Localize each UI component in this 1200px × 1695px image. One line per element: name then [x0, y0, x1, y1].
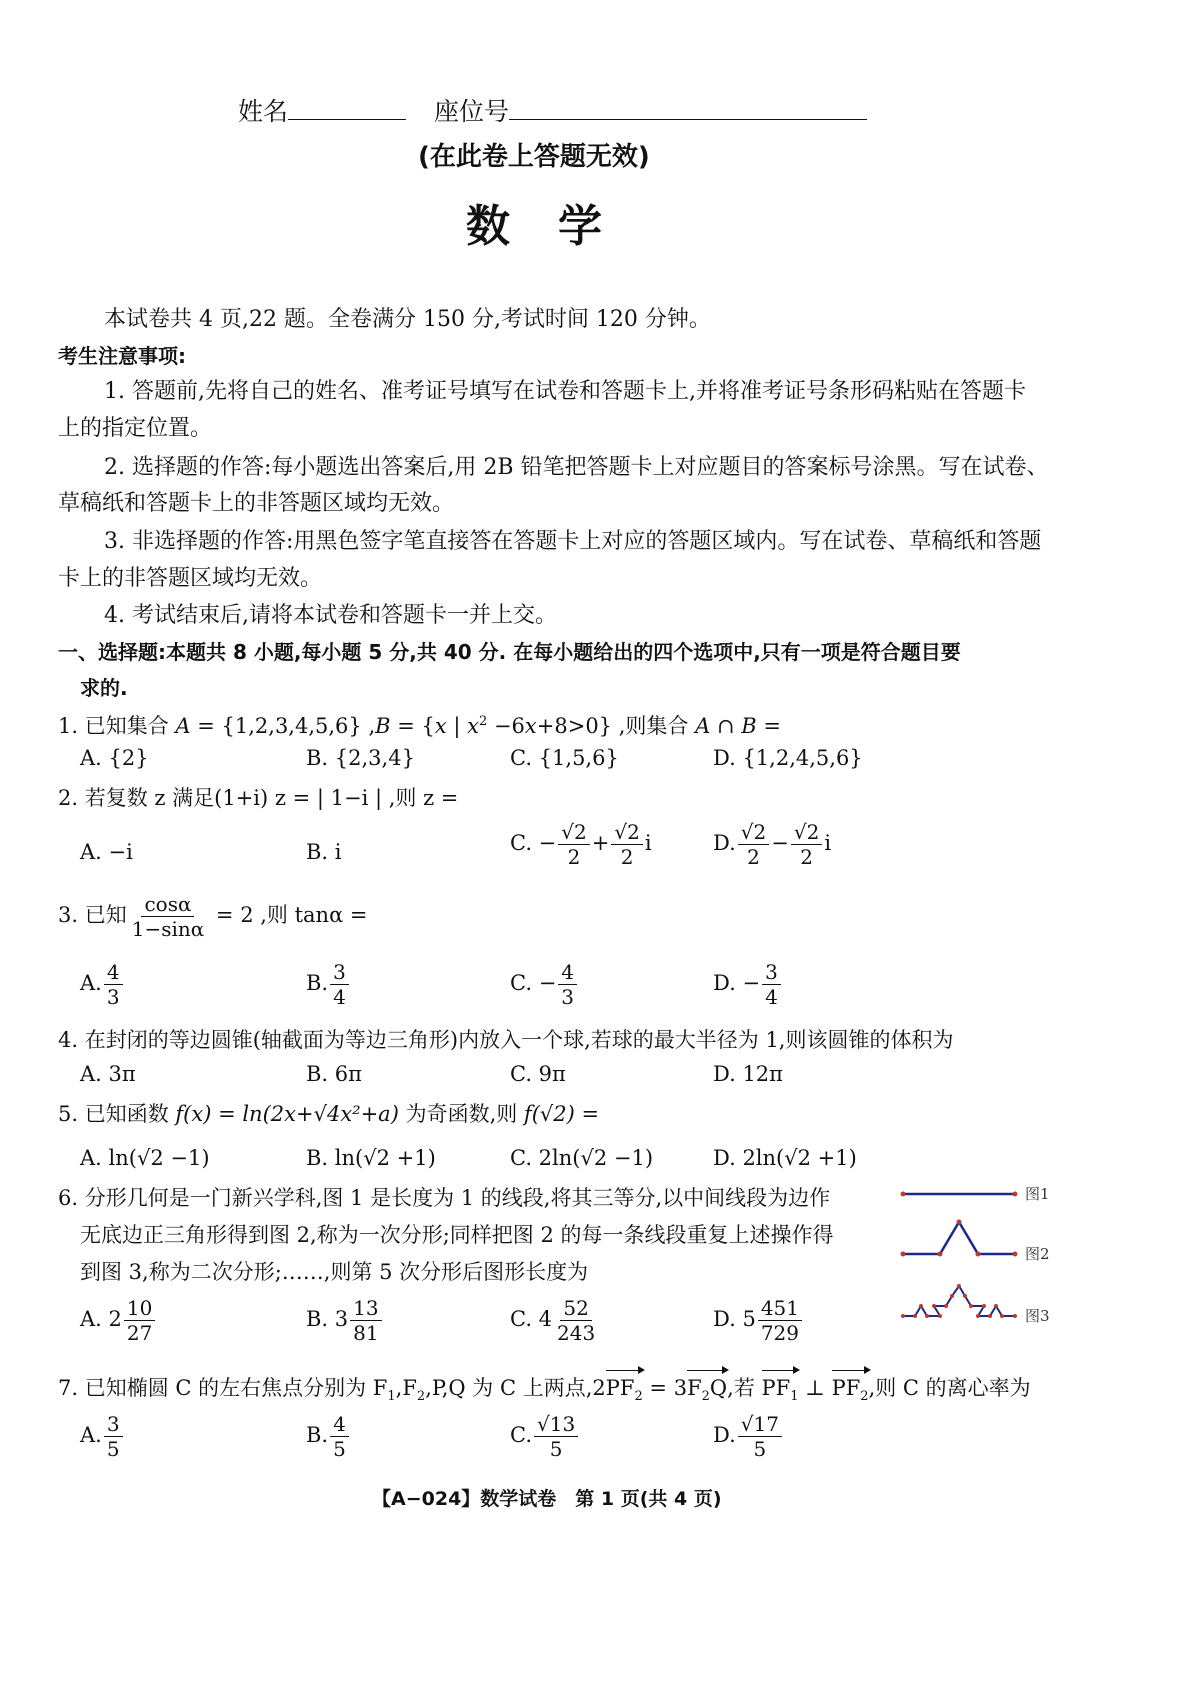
section-heading-cont: 求的. [80, 676, 128, 700]
q1-option-c: C. {1,5,6} [510, 746, 619, 770]
q5-option-b: B. ln(√2 +1) [306, 1146, 436, 1170]
question-6-line: 无底边正三角形得到图 2,称为一次分形;同样把图 2 的每一条线段重复上述操作得 [80, 1223, 834, 1247]
q5-option-a: A. ln(√2 −1) [80, 1146, 210, 1170]
q4-option-b: B. 6π [306, 1062, 362, 1086]
question-5-stem: 5. 已知函数 f(x) = ln(2x+√4x²+a) 为奇函数,则 f(√2) = [58, 1102, 600, 1126]
q3-option-a: A. $\frac{4}{3}$ [80, 960, 125, 1009]
q3-option-c: C. − $\frac{4}{3}$ [510, 960, 579, 1009]
page-footer: 【A−024】数学试卷 第 1 页(共 4 页) [372, 1488, 722, 1510]
q7-option-a: A. $\frac{3}{5}$ [80, 1412, 125, 1461]
q7-option-d: D. $\frac{√17}{5}$ [713, 1412, 784, 1461]
q4-option-c: C. 9π [510, 1062, 566, 1086]
name-label: 姓名 [238, 97, 289, 126]
q2-option-c: C. − $\frac{√2}{2}$ + $\frac{√2}{2}$ i [510, 820, 652, 869]
fig2-polyline [903, 1222, 1015, 1254]
q1-option-d: D. {1,2,4,5,6} [713, 746, 863, 770]
note-line: 上的指定位置。 [58, 416, 213, 441]
fractal-figure [895, 1180, 1065, 1340]
q6-option-a: A. 2 $\frac{10}{27}$ [80, 1296, 157, 1345]
q6-option-d: D. 5 $\frac{451}{729}$ [713, 1296, 804, 1345]
q7-option-b: B. $\frac{4}{5}$ [306, 1412, 351, 1461]
section-heading: 一、选择题:本题共 8 小题,每小题 5 分,共 40 分. 在每小题给出的四个选项中,只有一项是符合题目要 [58, 640, 961, 664]
q4-option-a: A. 3π [80, 1062, 136, 1086]
q5-option-c: C. 2ln(√2 −1) [510, 1146, 654, 1170]
fig1-label: 图1 [1025, 1185, 1050, 1203]
question-3-stem: 3. 已知 $\frac{\cos\alpha}{1-\sin\alpha}$ = 2 ,则 tanα = [58, 892, 368, 941]
note-line: 卡上的非答题区域均无效。 [58, 566, 323, 591]
question-6-line: 到图 3,称为二次分形;……,则第 5 次分形后图形长度为 [80, 1260, 589, 1284]
name-blank [288, 97, 406, 120]
note-line: 1. 答题前,先将自己的姓名、准考证号填写在试卷和答题卡上,并将准考证号条形码粘贴在答题卡 [104, 379, 1026, 404]
fig3-polyline [903, 1286, 1015, 1316]
note-line: 4. 考试结束后,请将本试卷和答题卡一并上交。 [104, 603, 557, 628]
q3-option-d: D. − $\frac{3}{4}$ [713, 960, 783, 1009]
q3-option-b: B. $\frac{3}{4}$ [306, 960, 351, 1009]
q5-option-d: D. 2ln(√2 +1) [713, 1146, 857, 1170]
q2-option-b: B. i [306, 840, 342, 864]
note-line: 3. 非选择题的作答:用黑色签字笔直接答在答题卡上对应的答题区域内。写在试卷、草稿纸和答题 [104, 529, 1042, 554]
seat-label: 座位号 [434, 97, 510, 126]
notes-heading: 考生注意事项: [58, 344, 186, 368]
exam-title: 数 学 [466, 201, 604, 252]
q7-option-c: C. $\frac{√13}{5}$ [510, 1412, 580, 1461]
note-line: 草稿纸和答题卡上的非答题区域均无效。 [58, 491, 455, 516]
fig2-label: 图2 [1025, 1245, 1050, 1263]
invalid-notice: (在此卷上答题无效) [418, 142, 650, 172]
question-1-stem: 1. 已知集合 A = {1,2,3,4,5,6} ,B = {x | $x^2 -6x+8>0$} ,则集合 A ∩ B = [58, 714, 781, 738]
q2-option-d: D. $\frac{√2}{2}$ − $\frac{√2}{2}$ i [713, 820, 832, 869]
name-field [238, 92, 406, 128]
note-line: 2. 选择题的作答:每小题选出答案后,用 2B 铅笔把答题卡上对应题目的答案标号涂黑。写在试卷、 [104, 455, 1049, 480]
question-7-stem: 7. 已知椭圆 C 的左右焦点分别为 $F_1,F_2,P,Q$ 为 C 上两点$,2PF_2 = 3F_2Q$,若 $PF_1$ ⊥ $PF_2$,则 C 的离心率为 [58, 1372, 1031, 1413]
fig3-label: 图3 [1025, 1307, 1050, 1325]
seat-field [434, 92, 867, 128]
q1-option-a: A. {2} [80, 746, 149, 770]
question-4-stem: 4. 在封闭的等边圆锥(轴截面为等边三角形)内放入一个球,若球的最大半径为 1,则该圆锥的体积为 [58, 1028, 954, 1052]
q6-option-c: C. 4 $\frac{52}{243}$ [510, 1296, 596, 1345]
question-2-stem: 2. 若复数 z 满足(1+i) z = | 1−i | ,则 z = [58, 786, 459, 810]
intro-text: 本试卷共 4 页,22 题。全卷满分 150 分,考试时间 120 分钟。 [104, 307, 711, 332]
q4-option-d: D. 12π [713, 1062, 783, 1086]
question-6-line: 6. 分形几何是一门新兴学科,图 1 是长度为 1 的线段,将其三等分,以中间线段为边作 [58, 1186, 831, 1210]
seat-blank [509, 97, 867, 120]
q6-option-b: B. 3 $\frac{13}{81}$ [306, 1296, 384, 1345]
q2-option-a: A. −i [80, 840, 133, 864]
q1-option-b: B. {2,3,4} [306, 746, 415, 770]
